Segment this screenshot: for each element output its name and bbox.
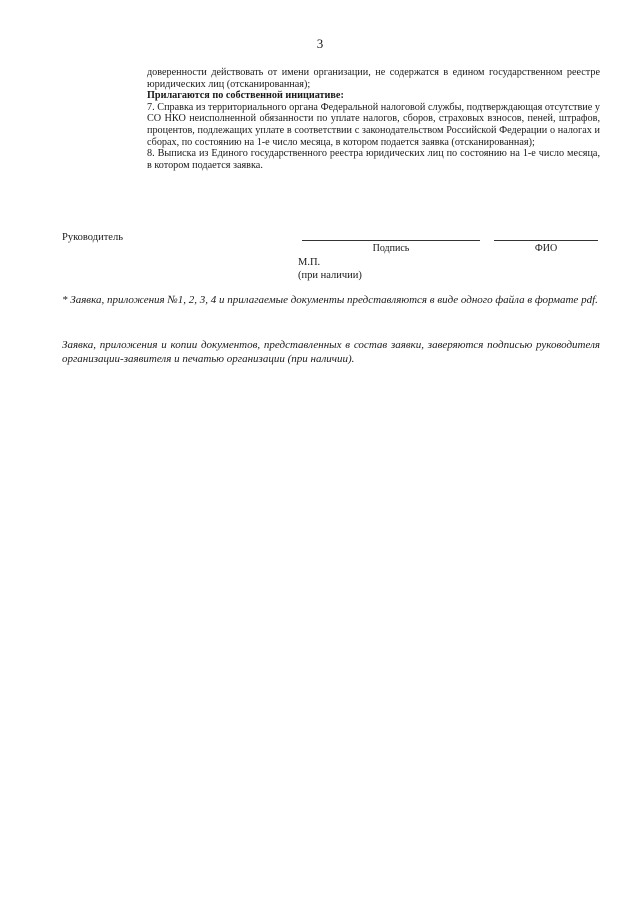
attachment-continuation: доверенности действовать от имени организации, не содержатся в едином государственном реестре юридических лиц (отсканированная); bbox=[147, 67, 600, 90]
attachments-list bbox=[147, 67, 600, 171]
stamp-note: (при наличии) bbox=[298, 270, 362, 281]
attachment-item-8: 8. Выписка из Единого государственного реестра юридических лиц по состоянию на 1-е число месяца, в котором подается заявка. bbox=[147, 148, 600, 171]
page-number: 3 bbox=[316, 36, 324, 51]
name-caption: ФИО bbox=[534, 243, 558, 254]
signature-line bbox=[302, 240, 480, 241]
stamp-block bbox=[298, 256, 362, 282]
signature-caption: Подпись bbox=[372, 243, 410, 254]
attachment-item-7: 7. Справка из территориального органа Федеральной налоговой службы, подтверждающая отсутствие у СО НКО неисполненной обязанности по уплате налогов, сборов, страховых взносов, пеней, штрафов, процентов, подлежащих уплате в соответствии с законодательством Российской Федерации о налогах и сборах, по состоянию на 1-е число месяца, в котором подается заявка (отсканированная); bbox=[147, 101, 600, 148]
own-initiative-heading: Прилагаются по собственной инициативе: bbox=[147, 90, 344, 102]
stamp-label: М.П. bbox=[298, 257, 321, 268]
format-note: * Заявка, приложения №1, 2, 3, 4 и прилагаемые документы представляются в виде одного файла в формате pdf. bbox=[62, 294, 598, 306]
name-line bbox=[494, 240, 598, 241]
signer-role: Руководитель bbox=[62, 232, 123, 243]
certification-note: Заявка, приложения и копии документов, представленных в состав заявки, заверяются подписью руководителя организации-заявителя и печатью организации (при наличии). bbox=[62, 339, 600, 365]
